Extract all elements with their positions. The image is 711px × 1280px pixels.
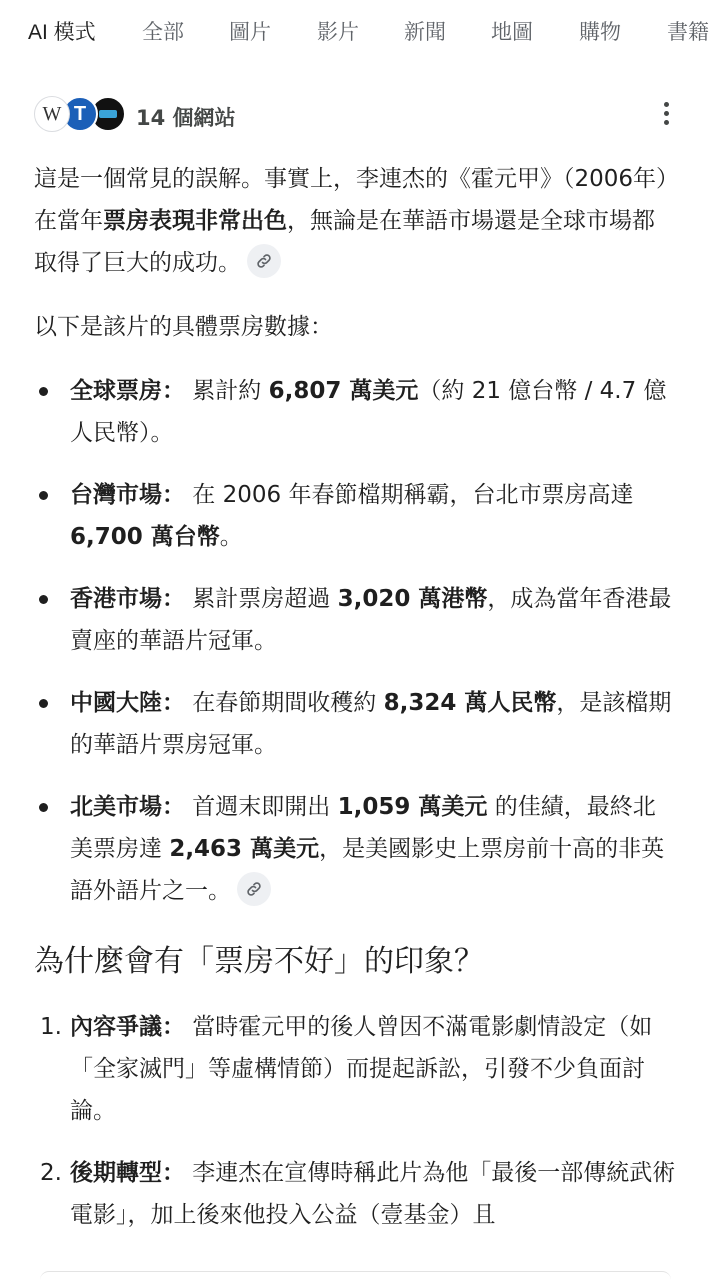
item-label: 香港市場：: [70, 586, 185, 612]
item-text: 李連杰在宣傳時稱此片為他「最後一部傳統武術電影」，加上後來他投入公益（壹基金）且: [70, 1160, 676, 1228]
tab-maps[interactable]: 地圖: [491, 21, 533, 44]
item-text: 累計票房超過: [185, 586, 338, 612]
item-label: 中國大陸：: [70, 690, 185, 716]
list-item: [34, 474, 676, 558]
sources-count[interactable]: 14 個網站: [136, 106, 236, 130]
item-text: ，是該檔期的華語片票房冠軍。: [70, 690, 672, 758]
intro-bold: 票房表現非常出色: [103, 208, 287, 234]
item-text: 在 2006 年春節檔期稱霸，台北市票房高達: [185, 482, 634, 508]
item-value: 1,059 萬美元: [337, 794, 488, 820]
item-text: （約 21 億台幣 / 4.7 億人民幣）。: [70, 378, 667, 446]
tab-news[interactable]: 新聞: [404, 21, 446, 44]
item-number: 1.: [40, 1014, 62, 1040]
lead-paragraph: 以下是該片的具體票房數據：: [34, 314, 333, 340]
item-text: 當時霍元甲的後人曾因不滿電影劇情設定（如「全家滅門」等虛構情節）而提起訴訟，引發不少負面討論。: [70, 1014, 653, 1124]
item-text: 首週末即開出: [185, 794, 338, 820]
intro-text-2: ，無論是在華語市場還是全球市場都取得了巨大的成功。: [34, 208, 655, 276]
item-number: 2.: [40, 1160, 62, 1186]
answer-content: [34, 158, 676, 1256]
reasons-list: [34, 1006, 676, 1236]
wikipedia-icon: W: [34, 96, 70, 132]
item-value: 2,463 萬美元: [169, 836, 320, 862]
item-text: 。: [219, 524, 243, 550]
list-item: [34, 1006, 676, 1132]
source-link-icon[interactable]: [247, 244, 281, 278]
item-text: 在春節期間收穫約: [185, 690, 384, 716]
intro-paragraph: [34, 158, 676, 284]
item-text: 的佳績，最終北美票房達: [70, 794, 656, 862]
box-office-list: [34, 370, 676, 912]
item-value: 6,700 萬台幣: [70, 524, 220, 550]
item-label: 北美市場：: [70, 794, 185, 820]
sources-row[interactable]: [34, 94, 674, 138]
item-label: 後期轉型：: [70, 1160, 185, 1186]
source-link-icon[interactable]: [237, 872, 271, 906]
tab-videos[interactable]: 影片: [317, 21, 359, 44]
item-value: 8,324 萬人民幣: [383, 690, 557, 716]
tab-shopping[interactable]: 購物: [579, 21, 621, 44]
item-value: 3,020 萬港幣: [337, 586, 488, 612]
tab-all[interactable]: 全部: [142, 21, 184, 44]
t-site-icon: T: [62, 96, 98, 132]
list-item: [34, 578, 676, 662]
list-item: [34, 682, 676, 766]
tab-ai-mode[interactable]: AI 模式: [28, 21, 96, 44]
intro-text: 這是一個常見的誤解。事實上，李連杰的《霍元甲》（2006年）在當年: [34, 166, 668, 234]
item-value: 6,807 萬美元: [268, 378, 419, 404]
item-label: 台灣市場：: [70, 482, 185, 508]
item-label: 內容爭議：: [70, 1014, 185, 1040]
search-tabs: [0, 0, 711, 62]
section-heading: 為什麼會有「票房不好」的印象？: [34, 944, 484, 979]
more-options-icon[interactable]: [662, 102, 670, 128]
list-item: [34, 786, 676, 912]
item-text: 累計約: [185, 378, 269, 404]
list-item: [34, 370, 676, 454]
item-text: ，是美國影史上票房前十高的非英語外語片之一。: [70, 836, 665, 904]
item-text: ，成為當年香港最賣座的華語片冠軍。: [70, 586, 672, 654]
tab-images[interactable]: 圖片: [229, 21, 271, 44]
item-label: 全球票房：: [70, 378, 185, 404]
bottom-sheet-edge: [40, 1271, 671, 1280]
tab-books[interactable]: 書籍: [667, 21, 709, 44]
list-item: [34, 1152, 676, 1236]
